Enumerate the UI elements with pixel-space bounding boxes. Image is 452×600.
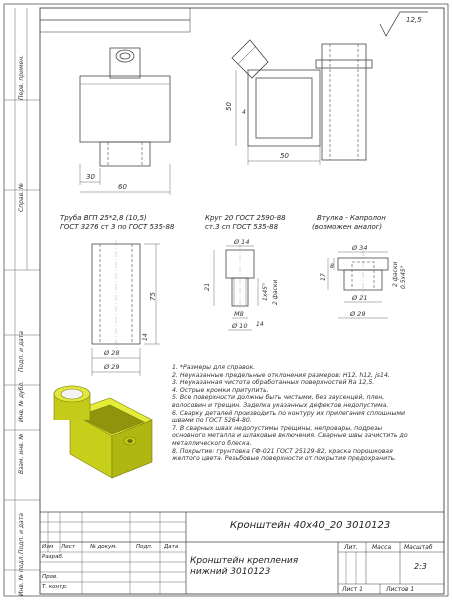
sheet-number: Лист 1 — [342, 586, 363, 593]
note-line: желтого цвета. Резьбовые поверхности от покрытия предохранить. — [172, 455, 397, 463]
dim-front-60: 60 — [118, 183, 127, 191]
note-line: 8. Покрытие: грунтовка ГФ-021 ГОСТ 25129-82, краска порошковая — [172, 447, 393, 455]
dim-pipe-d29: Ø 29 — [104, 363, 120, 371]
caption-rod-line2: ст.3 сп ГОСТ 535-88 — [205, 223, 279, 231]
note-line: 1. *Размеры для справок. — [172, 364, 256, 371]
note-line: 2. Неуказанные предельные отклонения размеров: H12, h12, js14. — [172, 371, 390, 379]
dim-rod-chamfer: 1x45° — [262, 282, 269, 301]
row-t-kontr: Т. контр. — [42, 584, 68, 590]
side-view — [232, 40, 372, 165]
note-line: 5. Все поверхности должны быть чистыми, без заусенцей, плен, — [172, 394, 385, 402]
designation: Кронштейн 40х40_20 3010123 — [230, 520, 391, 531]
note-line: 6. Сварку деталей производить по контуру их прилегания сплошными — [172, 409, 406, 417]
dim-bush-17: 17 — [320, 273, 327, 281]
dim-side-4: 4 — [242, 109, 246, 116]
dim-rod-d14: Ø 14 — [234, 238, 250, 246]
col-izm: Изм — [42, 544, 54, 550]
caption-pipe-line2: ГОСТ 3276 ст 3 по ГОСТ 535-88 — [60, 223, 175, 231]
sheet-count: Листов 1 — [386, 586, 415, 593]
caption-bushing-line1: Втулка - Капролон — [317, 214, 386, 222]
side-label-inv-no-podl: Инв. № подл. — [18, 554, 25, 596]
technical-notes — [172, 364, 440, 463]
row-prov: Пров. — [42, 574, 58, 580]
dim-front-30: 30 — [86, 173, 95, 181]
caption-bushing-line2: (возможен аналог) — [312, 223, 383, 231]
bracket-3d-model — [54, 386, 152, 478]
caption-pipe-line1: Труба ВГП 25*2,8 (10,5) — [60, 214, 147, 222]
dim-bush-d34: Ø 34 — [352, 244, 368, 252]
side-label-perv-primen: Перв. примен. — [18, 54, 25, 100]
dim-pipe-d28: Ø 28 — [104, 349, 120, 357]
pipe-detail — [92, 240, 160, 376]
dim-bush-chamfer: 2 фаски — [392, 261, 399, 287]
dim-bush-chamfer2: 0.5x45° — [400, 265, 407, 289]
dim-rod-chamfer2: 2 фаски — [272, 279, 279, 305]
side-label-inv-no-dubl: Инв. № дубл. — [18, 380, 25, 422]
note-line: швами по ГОСТ 5264-80. — [172, 417, 252, 425]
roughness-value: 12,5 — [406, 16, 422, 24]
dim-side-50-vertical: 50 — [225, 102, 233, 111]
header-masshtab: Масштаб — [404, 544, 433, 551]
col-doc: № докум. — [90, 544, 118, 550]
side-label-podp-i-data-1: Подп. и дата — [18, 331, 25, 372]
note-line: основного металла и шлаковые включения. Сварные швы зачистить до — [172, 432, 408, 440]
side-label-podp-i-data-2: Подп. и дата — [18, 513, 25, 554]
col-podp: Подп. — [136, 544, 153, 550]
side-label-sprav-no: Справ. № — [18, 182, 25, 212]
top-left-box — [40, 8, 190, 32]
dim-pipe-14: 14 — [142, 333, 149, 341]
dim-rod-21: 21 — [203, 282, 211, 291]
side-label-vzam-inv-no: Взам. инв. № — [18, 433, 25, 474]
note-line: металлического блеска. — [172, 439, 252, 447]
caption-rod-line1: Круг 20 ГОСТ 2590-88 — [205, 214, 286, 222]
scale-value: 2:3 — [414, 562, 427, 571]
note-line: волосовин и трещин. Заделка указанных дефектов недопустима. — [172, 401, 389, 409]
dim-rod-14: 14 — [256, 321, 264, 328]
dim-rod-d10: Ø 10 — [232, 322, 248, 330]
inner-frame — [40, 8, 444, 594]
col-data: Дата — [164, 544, 179, 550]
dim-rod-m8: M8 — [234, 310, 244, 318]
header-lit: Лит. — [344, 544, 358, 551]
outer-frame — [4, 4, 448, 596]
part-name: Кронштейн крепления нижний 3010123 — [190, 556, 299, 577]
row-razrab: Разраб. — [42, 554, 64, 560]
note-line: 7. В сварных швах недопустимы трещины, непровары, подрезы — [172, 424, 383, 432]
dim-bush-d21: Ø 21 — [352, 294, 368, 302]
dim-bush-d29: Ø 29 — [350, 310, 366, 318]
bushing-detail — [328, 250, 388, 318]
note-line: 3. Неуказанная чистота обработанных поверхностей Ra 12,5. — [172, 379, 375, 387]
col-list: Лист — [61, 544, 75, 550]
header-massa: Масса — [372, 544, 392, 551]
dim-side-50-horizontal: 50 — [280, 152, 289, 160]
dim-bush-8: 8 — [330, 263, 334, 270]
dim-pipe-75: 75 — [149, 292, 157, 301]
note-line: 4. Острые кромки притупить. — [172, 386, 269, 394]
